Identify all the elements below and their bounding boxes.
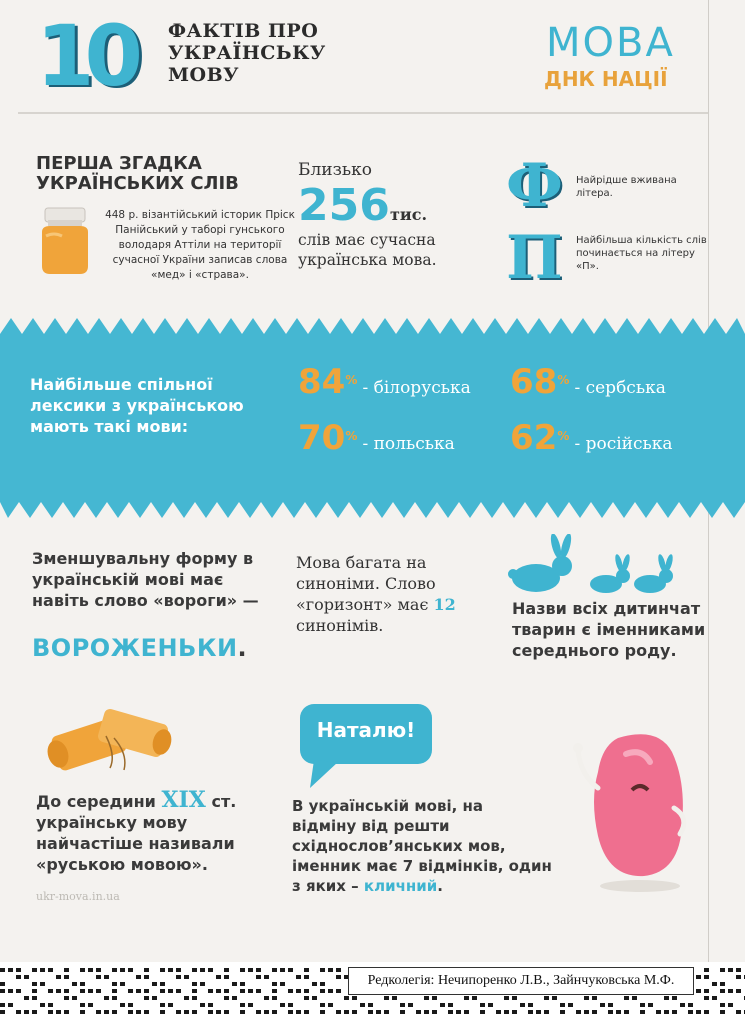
header-divider bbox=[18, 112, 708, 114]
lexicon-value: 84 bbox=[298, 362, 346, 402]
percent-sign: % bbox=[345, 429, 358, 443]
lexicon-value: 70 bbox=[298, 418, 346, 458]
percent-sign: % bbox=[557, 373, 570, 387]
lexicon-language: - сербська bbox=[574, 378, 666, 398]
speech-bubble-text: Наталю! bbox=[316, 718, 416, 742]
percent-sign: % bbox=[557, 429, 570, 443]
lexicon-item-serbian bbox=[510, 364, 666, 400]
percent-sign: % bbox=[345, 373, 358, 387]
animals-text: Назви всіх дитинчат тварин є іменниками середнього роду. bbox=[512, 599, 706, 660]
scroll-icon bbox=[44, 696, 174, 776]
synonyms-text-b: синонімів. bbox=[296, 616, 384, 635]
word-count-prefix: Близько bbox=[298, 160, 373, 180]
first-mention-text: 448 р. візантійський історик Пріск Панійський у таборі гунського володаря Аттіли на території сучасної України записав слова «мед» і «страва». bbox=[105, 209, 295, 281]
cases-period: . bbox=[437, 877, 443, 895]
page-title: ФАКТІВ ПРО УКРАЇНСЬКУ МОВУ bbox=[168, 20, 326, 86]
rare-letter: Ф bbox=[506, 151, 563, 221]
synonyms-text-a: Мова багата на синоніми. Слово «горизонт» має bbox=[296, 553, 436, 614]
cases-fact bbox=[292, 796, 552, 896]
lexicon-language: - польська bbox=[362, 434, 455, 454]
first-mention-title: ПЕРША ЗГАДКА УКРАЇНСЬКИХ СЛІВ bbox=[36, 153, 239, 194]
cases-text: В українській мові, на відміну від решти східнослов’янських мов, іменник має 7 відмінків, один з яких – bbox=[292, 797, 552, 895]
common-letter-text: Найбільша кількість слів починається на літеру «П». bbox=[576, 235, 707, 272]
logo-word: МОВА bbox=[546, 20, 675, 66]
lexicon-value: 68 bbox=[510, 362, 558, 402]
editors-box: Редколегія: Нечипоренко Л.В., Зайнчуковська М.Ф. bbox=[348, 967, 694, 995]
lexicon-language: - білоруська bbox=[362, 378, 471, 398]
lexicon-item-russian bbox=[510, 420, 673, 456]
word-count-number: 256 bbox=[298, 180, 390, 231]
watermark-text: ukr-mova.in.ua bbox=[36, 890, 120, 903]
honey-jar-icon bbox=[36, 206, 94, 276]
diminutive-word: ВОРОЖЕНЬКИ bbox=[32, 634, 238, 662]
synonyms-number: 12 bbox=[433, 595, 456, 614]
diminutive-word-line bbox=[32, 634, 247, 662]
word-count-unit: тис. bbox=[390, 205, 428, 224]
big-number-ten: 10 bbox=[36, 7, 133, 105]
synonyms-fact bbox=[296, 552, 496, 636]
speech-bubble-icon bbox=[300, 704, 432, 788]
lexicon-value: 62 bbox=[510, 418, 558, 458]
diminutive-period: . bbox=[237, 634, 248, 662]
lexicon-item-belarusian bbox=[298, 364, 471, 400]
rus-name-text-b: ст. українську мову найчастіше називали «руською мовою». bbox=[36, 792, 237, 874]
cases-highlight: кличний bbox=[363, 877, 438, 895]
lexicon-item-polish bbox=[298, 420, 455, 456]
lexicon-language: - російська bbox=[574, 434, 673, 454]
century-number: XIX bbox=[161, 787, 206, 813]
common-letter: П bbox=[506, 223, 563, 293]
diminutive-text: Зменшувальну форму в українській мові має навіть слово «вороги» — bbox=[32, 549, 259, 610]
rus-name-text-a: До середини bbox=[36, 792, 156, 811]
logo-subtitle: ДНК НАЦІЇ bbox=[544, 67, 668, 91]
tongue-character-icon bbox=[570, 726, 700, 896]
rus-name-fact bbox=[36, 787, 276, 875]
word-count-text: слів має сучасна українська мова. bbox=[298, 231, 437, 269]
rare-letter-text: Найрідше вживана літера. bbox=[576, 175, 677, 199]
rabbits-icon bbox=[506, 534, 676, 596]
shared-lexicon-title: Найбільше спільної лексики з українською мають такі мови: bbox=[30, 375, 244, 436]
